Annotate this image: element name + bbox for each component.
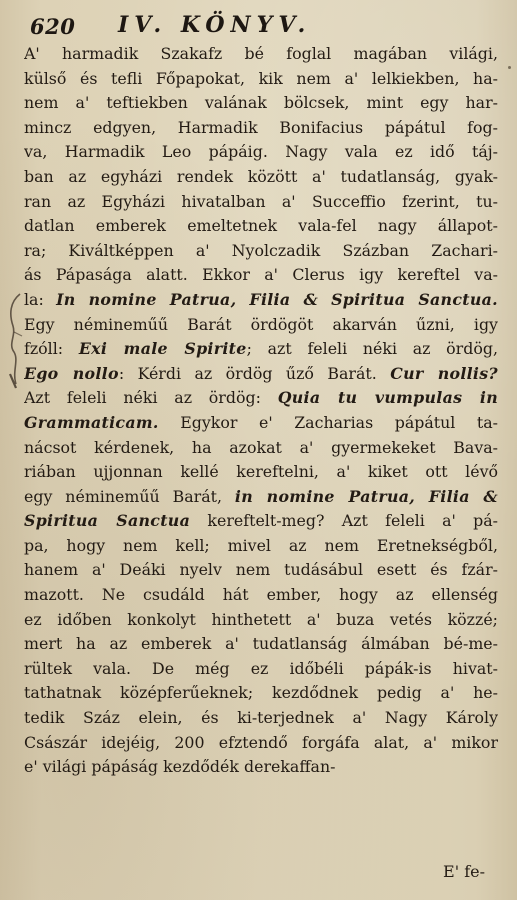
text-line	[24, 239, 498, 264]
text-line	[24, 534, 498, 559]
page-header	[30, 8, 500, 38]
text-run: tathatnak középferűeknek; kezdődnek pedig a' he-	[24, 683, 498, 703]
latin-phrase: in nomine Patrua, Filia &	[234, 486, 498, 506]
text-run: ás Pápasága alatt. Ekkor a' Clerus igy kereftel va-	[24, 265, 498, 285]
margin-ink-bracket-mark	[4, 292, 26, 392]
text-run: la:	[24, 289, 57, 309]
text-line	[24, 485, 498, 510]
text-run: egy némineműű Barát,	[24, 486, 235, 506]
text-line	[24, 460, 498, 485]
text-line	[24, 558, 498, 583]
body-text	[24, 42, 498, 780]
text-run: riában ujjonnan kellé kereftelni, a' kiket ott lévő	[24, 462, 498, 482]
text-run: Egykor e' Zacharias pápátul ta-	[158, 412, 498, 432]
text-line	[24, 362, 498, 387]
text-run: ; azt feleli néki az ördög,	[246, 339, 498, 359]
latin-phrase: Ego nollo	[24, 363, 119, 383]
text-run: rültek vala. De még ez időbéli pápák-is hivat-	[24, 658, 498, 678]
text-line	[24, 263, 498, 288]
text-run: A' harmadik Szakafz bé foglal magában világi,	[24, 44, 498, 63]
text-run: mazott. Ne csudáld hát ember, hogy az ellenség	[24, 585, 498, 605]
text-line	[24, 706, 498, 731]
text-line	[24, 337, 498, 362]
running-head: IV. KÖNYV.	[118, 12, 312, 38]
text-run: nem a' teftiekben valának bölcsek, mint egy har-	[24, 93, 498, 113]
text-run: Egy némineműű Barát ördögöt akarván űzni, igy	[24, 314, 498, 334]
text-line	[24, 116, 498, 141]
latin-phrase: In nomine Patrua, Filia & Spiritua Sanctua.	[56, 289, 498, 309]
text-line	[24, 608, 498, 633]
latin-phrase: Cur nollis?	[390, 363, 498, 383]
text-run: : Kérdi az ördög űző Barát.	[118, 363, 391, 383]
text-line	[24, 140, 498, 165]
text-run: datlan emberek emeltetnek vala-fel nagy állapot-	[24, 216, 498, 236]
text-line	[24, 386, 498, 411]
text-line	[24, 583, 498, 608]
text-run: pa, hogy nem kell; mivel az nem Eretnekségből,	[24, 535, 498, 555]
text-line	[24, 681, 498, 706]
text-run: külső és tefli Főpapokat, kik nem a' lelkiekben, ha-	[24, 68, 498, 88]
text-line	[24, 288, 498, 313]
text-line	[24, 657, 498, 682]
text-line	[24, 165, 498, 190]
text-run: nácsot kérdenek, ha azokat a' gyermekeket Bava-	[24, 437, 498, 457]
latin-phrase: Spiritua Sanctua	[24, 511, 191, 531]
text-line	[24, 509, 498, 534]
text-run: fzóll:	[24, 339, 79, 359]
text-line	[24, 436, 498, 461]
text-run: Azt feleli néki az ördög:	[24, 388, 278, 408]
text-line	[24, 755, 498, 780]
text-line	[24, 313, 498, 338]
text-run: ban az egyházi rendek között a' tudatlanság, gyak-	[24, 166, 498, 186]
latin-phrase: Exi male Spirite	[78, 339, 247, 359]
text-run: e' világi pápáság kezdődék derekaffan-	[24, 757, 336, 777]
text-line	[24, 91, 498, 116]
text-line	[24, 632, 498, 657]
text-line	[24, 411, 498, 436]
text-run: ran az Egyházi hivatalban a' Succeffio fzerint, tu-	[24, 191, 498, 211]
text-run: tedik Száz elein, és ki-terjednek a' Nagy Károly	[24, 708, 498, 728]
text-line	[24, 214, 498, 239]
text-run: mincz edgyen, Harmadik Bonifacius pápátul fog-	[24, 117, 498, 137]
text-run: kereftelt-meg? Azt feleli a' pá-	[190, 511, 498, 531]
text-line	[24, 190, 498, 215]
latin-phrase: Quia tu vumpulas in	[277, 388, 498, 408]
text-line	[24, 67, 498, 92]
text-run: mert ha az emberek a' tudatlanság álmában bé-me-	[24, 634, 498, 654]
text-run: ez időben konkolyt hinthetett a' buza vetés közzé;	[24, 609, 498, 629]
margin-ink-dot	[508, 66, 511, 69]
text-line	[24, 731, 498, 756]
latin-phrase: Grammaticam.	[24, 412, 159, 432]
catchword: E' fe-	[443, 862, 485, 881]
text-run: ra; Kiváltképpen a' Nyolczadik Százban Zachari-	[24, 240, 498, 260]
text-run: va, Harmadik Leo pápáig. Nagy vala ez idő táj-	[24, 142, 498, 162]
text-run: Császár idejéig, 200 efztendő forgáfa alat, a' mikor	[24, 732, 498, 752]
page-number: 620	[30, 14, 76, 39]
text-run: hanem a' Deáki nyelv nem tudásábul esett és fzár-	[24, 560, 498, 580]
text-line	[24, 42, 498, 67]
